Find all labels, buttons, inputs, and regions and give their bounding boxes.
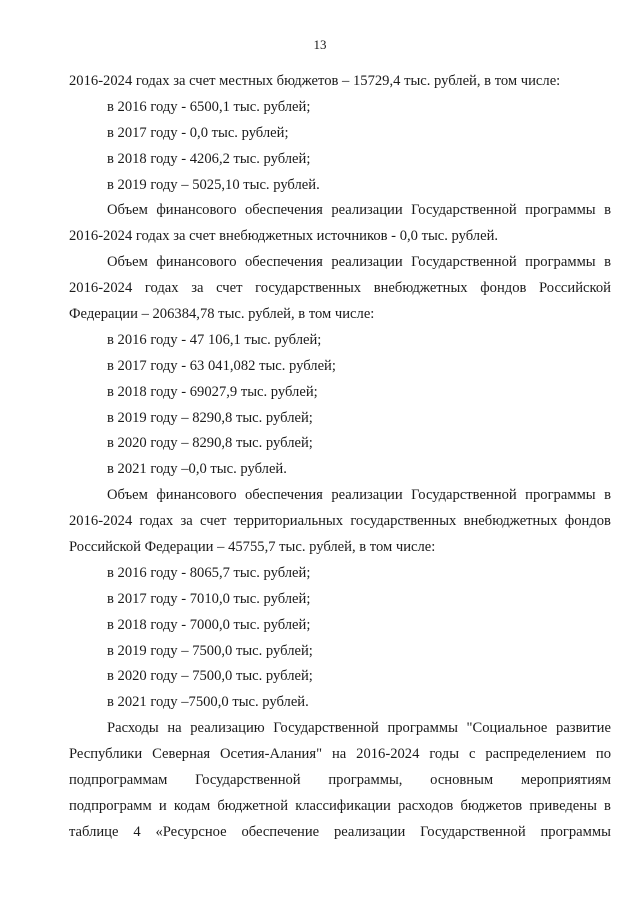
word: фондов bbox=[480, 280, 527, 297]
word: реализацию bbox=[190, 720, 265, 737]
word: Государственной bbox=[195, 772, 301, 789]
word: классификации bbox=[295, 797, 391, 814]
word: 2016-2024 bbox=[69, 513, 133, 530]
word: программы bbox=[540, 823, 611, 840]
word: Государственной bbox=[420, 823, 526, 840]
text-line: 2016-2024 годах за счет местных бюджетов – 15729,4 тыс. рублей, в том числе: bbox=[69, 73, 561, 89]
word: на bbox=[331, 746, 347, 763]
word: внебюджетных bbox=[373, 280, 468, 297]
word: программы, bbox=[328, 772, 403, 789]
word: обеспечение bbox=[241, 823, 320, 840]
word: Государственной bbox=[411, 254, 517, 271]
text-line bbox=[69, 250, 611, 276]
word: Государственной bbox=[411, 202, 517, 219]
text-line: в 2018 году - 4206,2 тыс. рублей; bbox=[107, 150, 311, 167]
word: в bbox=[604, 797, 611, 814]
word: Государственной bbox=[273, 720, 379, 737]
word: программы bbox=[387, 720, 458, 737]
word: годах bbox=[144, 280, 179, 297]
text-line bbox=[69, 794, 611, 820]
text-line: в 2020 году – 7500,0 тыс. рублей; bbox=[107, 668, 313, 685]
word: программы bbox=[525, 487, 596, 504]
text-line bbox=[69, 509, 611, 535]
word: Объем bbox=[107, 254, 148, 271]
text-line: в 2018 году - 7000,0 тыс. рублей; bbox=[107, 616, 311, 633]
word: программы bbox=[525, 202, 596, 219]
text-line: 2016-2024 годах за счет внебюджетных источников - 0,0 тыс. рублей. bbox=[69, 228, 499, 245]
text-line bbox=[69, 820, 611, 846]
word: территориальных bbox=[233, 513, 344, 530]
text-line: в 2017 году - 63 041,082 тыс. рублей; bbox=[107, 357, 336, 374]
text-line: в 2017 году - 0,0 тыс. рублей; bbox=[107, 124, 289, 141]
word: мероприятиям bbox=[520, 772, 611, 789]
text-line bbox=[69, 768, 611, 794]
text-line bbox=[69, 198, 611, 224]
word: «Ресурсное bbox=[155, 823, 227, 840]
text-line bbox=[69, 276, 611, 302]
word: Объем bbox=[107, 487, 148, 504]
word: и bbox=[158, 797, 167, 814]
word: годы bbox=[429, 746, 460, 763]
text-line: в 2021 году –7500,0 тыс. рублей. bbox=[107, 694, 309, 711]
word: развитие bbox=[556, 720, 611, 737]
word: на bbox=[167, 720, 182, 737]
text-line: в 2016 году - 47 106,1 тыс. рублей; bbox=[107, 331, 322, 348]
word: финансового bbox=[156, 487, 237, 504]
word: "Социальное bbox=[466, 720, 548, 737]
word: 2016-2024 bbox=[356, 746, 420, 763]
word: кодам bbox=[173, 797, 211, 814]
word: основным bbox=[430, 772, 494, 789]
word: программы bbox=[525, 254, 596, 271]
text-line bbox=[69, 483, 611, 509]
page-number: 13 bbox=[313, 37, 327, 52]
word: по bbox=[595, 746, 611, 763]
text-line: в 2021 году –0,0 тыс. рублей. bbox=[107, 461, 287, 478]
text-line: в 2020 году – 8290,8 тыс. рублей; bbox=[107, 435, 313, 452]
word: Республики bbox=[69, 746, 143, 763]
word: годах bbox=[139, 513, 174, 530]
word: реализации bbox=[331, 487, 403, 504]
word: Осетия-Алания" bbox=[220, 746, 323, 763]
word: счет bbox=[216, 280, 243, 297]
text-line bbox=[69, 742, 611, 768]
word: таблице bbox=[69, 823, 119, 840]
word: финансового bbox=[156, 254, 237, 271]
word: реализации bbox=[333, 823, 406, 840]
text-line: в 2018 году - 69027,9 тыс. рублей; bbox=[107, 383, 318, 400]
word: финансового bbox=[156, 202, 237, 219]
word: Государственной bbox=[411, 487, 517, 504]
word: в bbox=[604, 202, 611, 219]
word: обеспечения bbox=[244, 487, 323, 504]
word: распределением bbox=[485, 746, 586, 763]
text-line: в 2019 году – 8290,8 тыс. рублей; bbox=[107, 409, 313, 426]
text-line: в 2016 году - 6500,1 тыс. рублей; bbox=[107, 98, 311, 115]
word: обеспечения bbox=[244, 202, 323, 219]
word: в bbox=[604, 487, 611, 504]
word: Объем bbox=[107, 202, 148, 219]
word: Расходы bbox=[107, 720, 159, 737]
word: за bbox=[191, 280, 204, 297]
word: приведены bbox=[529, 797, 597, 814]
text-line: Российской Федерации – 45755,7 тыс. рублей, в том числе: bbox=[69, 539, 436, 556]
word: расходов bbox=[398, 797, 454, 814]
word: 2016-2024 bbox=[69, 280, 133, 297]
text-line: в 2016 году - 8065,7 тыс. рублей; bbox=[107, 564, 311, 581]
text-line: Федерации – 206384,78 тыс. рублей, в том числе: bbox=[69, 306, 375, 323]
word: государственных bbox=[255, 280, 362, 297]
word: бюджетной bbox=[217, 797, 289, 814]
document-body bbox=[69, 69, 611, 846]
word: внебюджетных bbox=[463, 513, 558, 530]
word: 4 bbox=[133, 823, 141, 840]
word: в bbox=[604, 254, 611, 271]
word: бюджетов bbox=[460, 797, 523, 814]
text-line: в 2019 году – 5025,10 тыс. рублей. bbox=[107, 176, 320, 193]
text-line bbox=[69, 716, 611, 742]
word: за bbox=[180, 513, 193, 530]
text-line: в 2019 году – 7500,0 тыс. рублей; bbox=[107, 642, 313, 659]
word: подпрограммам bbox=[69, 772, 168, 789]
word: обеспечения bbox=[244, 254, 323, 271]
word: Российской bbox=[539, 280, 611, 297]
word: с bbox=[468, 746, 476, 763]
word: фондов bbox=[564, 513, 611, 530]
word: реализации bbox=[331, 202, 403, 219]
word: реализации bbox=[331, 254, 403, 271]
word: счет bbox=[200, 513, 227, 530]
text-line: в 2017 году - 7010,0 тыс. рублей; bbox=[107, 590, 311, 607]
word: подпрограмм bbox=[69, 797, 152, 814]
word: Северная bbox=[152, 746, 211, 763]
word: государственных bbox=[350, 513, 457, 530]
